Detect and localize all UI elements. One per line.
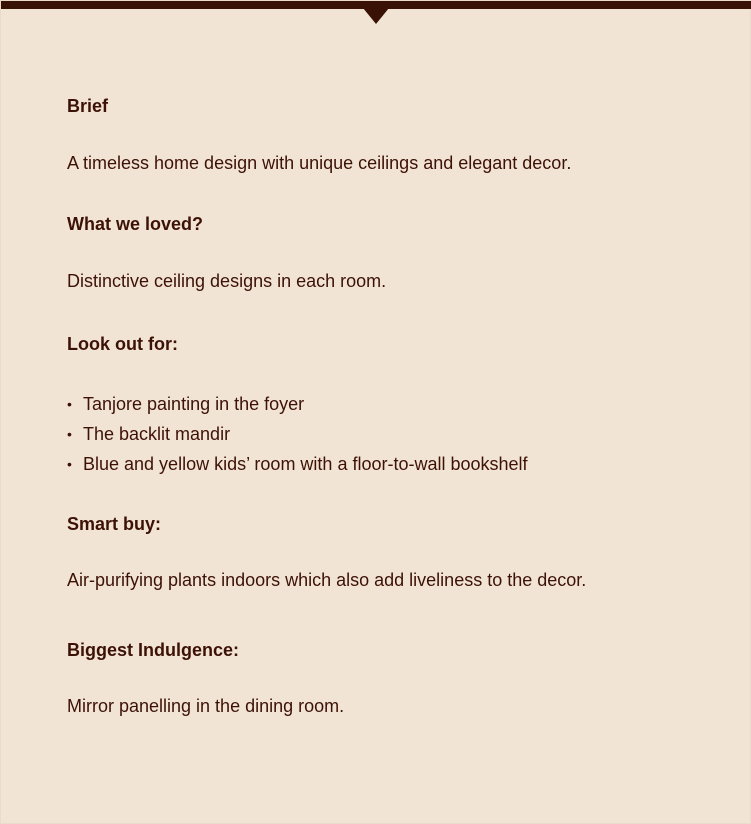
list-item-text: Blue and yellow kids’ room with a floor-to-wall bookshelf xyxy=(83,454,528,474)
bullet-icon: • xyxy=(67,396,72,412)
indulgence-heading: Biggest Indulgence: xyxy=(67,640,240,660)
brief-heading: Brief xyxy=(67,96,109,116)
loved-text: Distinctive ceiling designs in each room. xyxy=(67,271,387,291)
list-item xyxy=(67,419,528,449)
look-out-heading: Look out for: xyxy=(67,334,178,354)
bullet-icon: • xyxy=(67,456,72,472)
list-item-text: Tanjore painting in the foyer xyxy=(83,394,305,414)
list-item xyxy=(67,389,528,419)
list-item xyxy=(67,449,528,479)
smart-buy-text: Air-purifying plants indoors which also add liveliness to the decor. xyxy=(67,570,587,590)
look-out-list xyxy=(67,389,528,479)
loved-heading: What we loved? xyxy=(67,214,204,234)
smart-buy-heading: Smart buy: xyxy=(67,514,162,534)
caret-down-icon xyxy=(363,8,389,24)
list-item-text: The backlit mandir xyxy=(83,424,231,444)
indulgence-text: Mirror panelling in the dining room. xyxy=(67,696,345,716)
bullet-icon: • xyxy=(67,426,72,442)
brief-text: A timeless home design with unique ceilings and elegant decor. xyxy=(67,153,572,173)
